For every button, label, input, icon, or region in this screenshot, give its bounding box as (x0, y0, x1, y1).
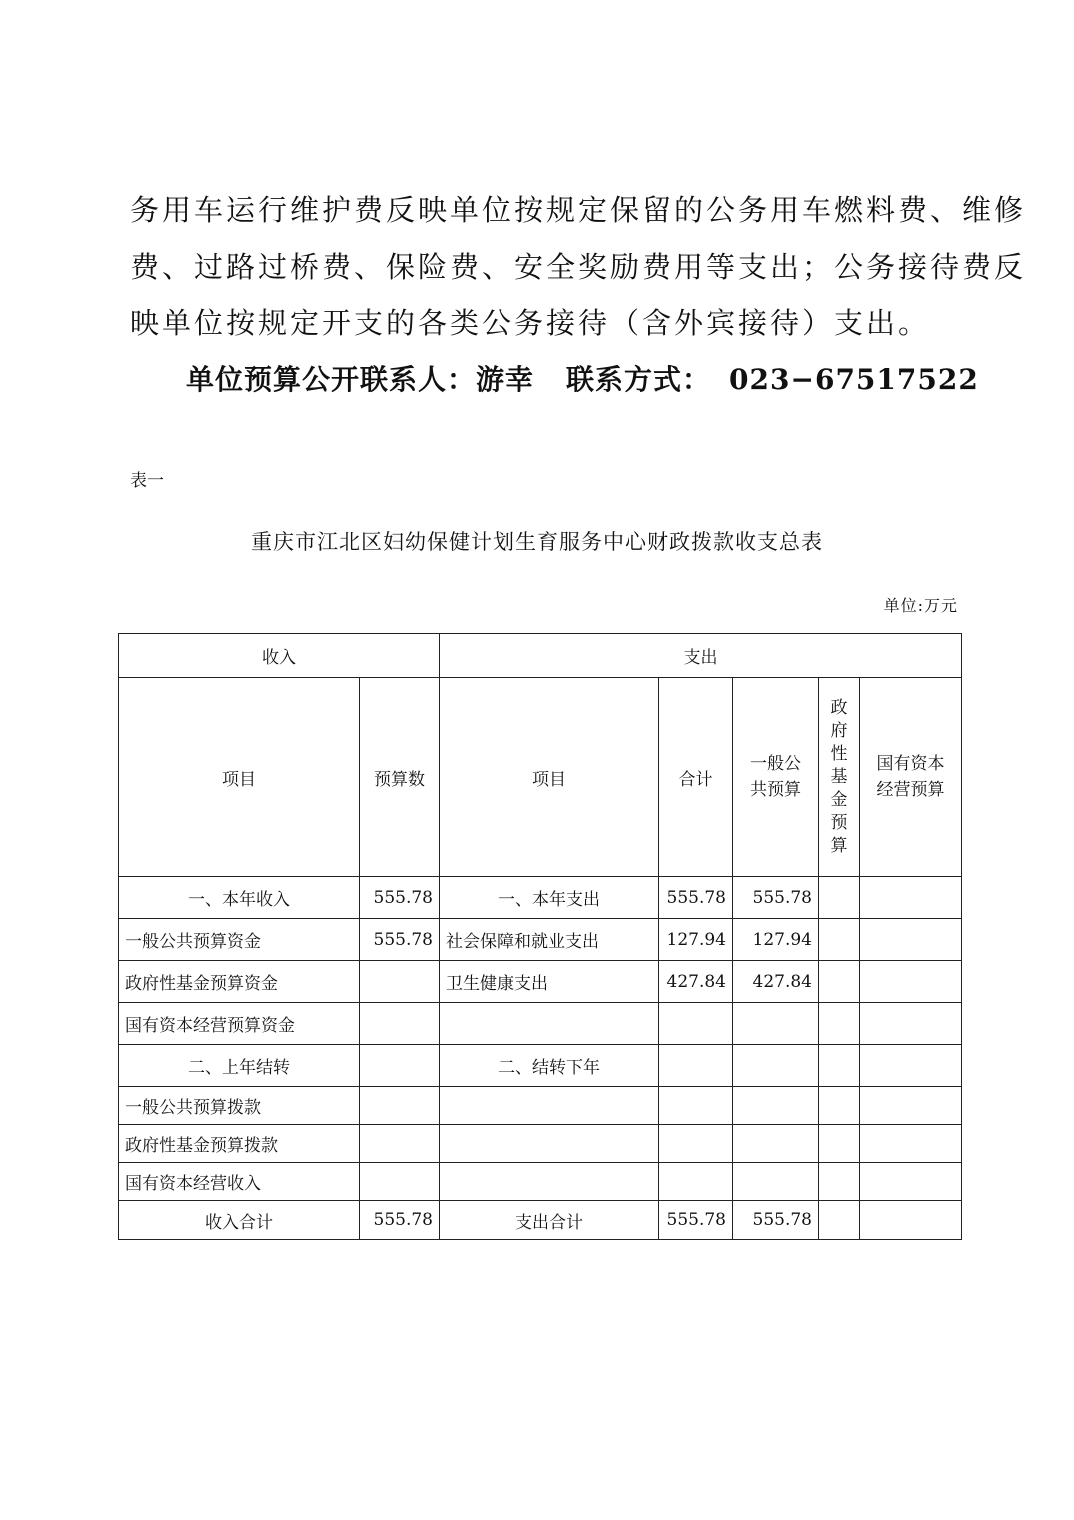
gov-fund-cell (819, 1163, 860, 1201)
income-value-cell: 555.78 (360, 919, 440, 961)
expense-item-cell: 卫生健康支出 (440, 961, 659, 1003)
gov-fund-cell (819, 961, 860, 1003)
income-item-cell: 二、上年结转 (119, 1045, 360, 1087)
general-budget-cell: 555.78 (733, 877, 819, 919)
expense-item-cell (440, 1003, 659, 1045)
paragraph-line-3: 映单位按规定开支的各类公务接待（含外宾接待）支出。 (130, 306, 931, 340)
gov-fund-header-char: 政 (830, 697, 848, 718)
table-row (119, 919, 962, 961)
total-cell (659, 1045, 733, 1087)
total-cell: 555.78 (659, 877, 733, 919)
gov-fund-cell (819, 919, 860, 961)
unit-label: 单位:万元 (883, 596, 958, 615)
state-capital-cell (860, 919, 962, 961)
total-cell: 555.78 (659, 1201, 733, 1240)
general-budget-cell (733, 1125, 819, 1163)
column-header-row (119, 678, 962, 877)
table-row (119, 961, 962, 1003)
total-cell (659, 1087, 733, 1125)
gov-fund-header-char: 预 (830, 812, 848, 833)
total-cell (659, 1163, 733, 1201)
table-row (119, 1125, 962, 1163)
expense-item-cell (440, 1163, 659, 1201)
gov-fund-cell (819, 1125, 860, 1163)
state-capital-cell (860, 877, 962, 919)
state-capital-cell (860, 961, 962, 1003)
paragraph-line-1: 务用车运行维护费反映单位按规定保留的公务用车燃料费、维修 (130, 193, 1027, 227)
income-budget-header: 预算数 (360, 678, 440, 877)
state-capital-header-line-2: 经营预算 (876, 780, 945, 800)
table-row (119, 877, 962, 919)
total-cell (659, 1003, 733, 1045)
gov-fund-cell (819, 1003, 860, 1045)
state-capital-cell (860, 1045, 962, 1087)
contact-label: 单位预算公开联系人： (186, 363, 477, 396)
total-cell (659, 1125, 733, 1163)
income-value-cell (360, 1125, 440, 1163)
table-row (119, 1087, 962, 1125)
gov-fund-header (819, 678, 860, 877)
contact-method-label: 联系方式： (566, 363, 712, 396)
total-cell: 427.84 (659, 961, 733, 1003)
state-capital-header-line-1: 国有资本 (876, 754, 945, 774)
total-header: 合计 (659, 678, 733, 877)
table-row (119, 1163, 962, 1201)
income-item-header: 项目 (119, 678, 360, 877)
general-budget-cell: 127.94 (733, 919, 819, 961)
expense-item-cell: 二、结转下年 (440, 1045, 659, 1087)
gov-fund-cell (819, 877, 860, 919)
income-value-cell (360, 961, 440, 1003)
income-value-cell (360, 1163, 440, 1201)
state-capital-cell (860, 1125, 962, 1163)
income-item-cell: 一般公共预算资金 (119, 919, 360, 961)
state-capital-header (860, 678, 962, 877)
table-row (119, 1003, 962, 1045)
general-budget-header-line-2: 共预算 (750, 780, 801, 800)
budget-table (118, 633, 962, 1240)
general-budget-header (733, 678, 819, 877)
expense-item-cell (440, 1087, 659, 1125)
gov-fund-cell (819, 1045, 860, 1087)
income-item-cell: 国有资本经营收入 (119, 1163, 360, 1201)
gov-fund-cell (819, 1087, 860, 1125)
table-row (119, 1045, 962, 1087)
income-value-cell: 555.78 (360, 877, 440, 919)
income-item-cell: 一般公共预算拨款 (119, 1087, 360, 1125)
gov-fund-header-char: 算 (830, 835, 848, 856)
gov-fund-header-char: 金 (830, 789, 848, 810)
income-value-cell: 555.78 (360, 1201, 440, 1240)
general-budget-cell: 427.84 (733, 961, 819, 1003)
gov-fund-header-char: 性 (830, 743, 848, 764)
expense-item-cell: 社会保障和就业支出 (440, 919, 659, 961)
income-item-cell: 收入合计 (119, 1201, 360, 1240)
general-budget-cell (733, 1163, 819, 1201)
expense-item-header: 项目 (440, 678, 659, 877)
income-item-cell: 政府性基金预算拨款 (119, 1125, 360, 1163)
expense-group-header: 支出 (440, 634, 962, 678)
income-value-cell (360, 1087, 440, 1125)
paragraph-line-2: 费、过路过桥费、保险费、安全奖励费用等支出；公务接待费反 (130, 250, 1027, 284)
expense-item-cell: 支出合计 (440, 1201, 659, 1240)
total-cell: 127.94 (659, 919, 733, 961)
general-budget-cell (733, 1087, 819, 1125)
income-value-cell (360, 1045, 440, 1087)
expense-item-cell (440, 1125, 659, 1163)
contact-name: 游幸 (476, 363, 535, 396)
table-title: 重庆市江北区妇幼保健计划生育服务中心财政拨款收支总表 (251, 530, 823, 554)
state-capital-cell (860, 1163, 962, 1201)
gov-fund-header-char: 基 (830, 766, 848, 787)
gov-fund-cell (819, 1201, 860, 1240)
general-budget-cell: 555.78 (733, 1201, 819, 1240)
contact-phone: 023−67517522 (729, 363, 979, 396)
income-value-cell (360, 1003, 440, 1045)
income-item-cell: 国有资本经营预算资金 (119, 1003, 360, 1045)
state-capital-cell (860, 1201, 962, 1240)
gov-fund-header-char: 府 (830, 720, 848, 741)
state-capital-cell (860, 1087, 962, 1125)
table-total-row (119, 1201, 962, 1240)
income-group-header: 收入 (119, 634, 440, 678)
general-budget-cell (733, 1003, 819, 1045)
contact-line (186, 358, 979, 398)
general-budget-cell (733, 1045, 819, 1087)
expense-item-cell: 一、本年支出 (440, 877, 659, 919)
group-header-row (119, 634, 962, 678)
general-budget-header-line-1: 一般公 (750, 754, 801, 774)
state-capital-cell (860, 1003, 962, 1045)
income-item-cell: 一、本年收入 (119, 877, 360, 919)
income-item-cell: 政府性基金预算资金 (119, 961, 360, 1003)
table-label: 表一 (130, 471, 164, 491)
